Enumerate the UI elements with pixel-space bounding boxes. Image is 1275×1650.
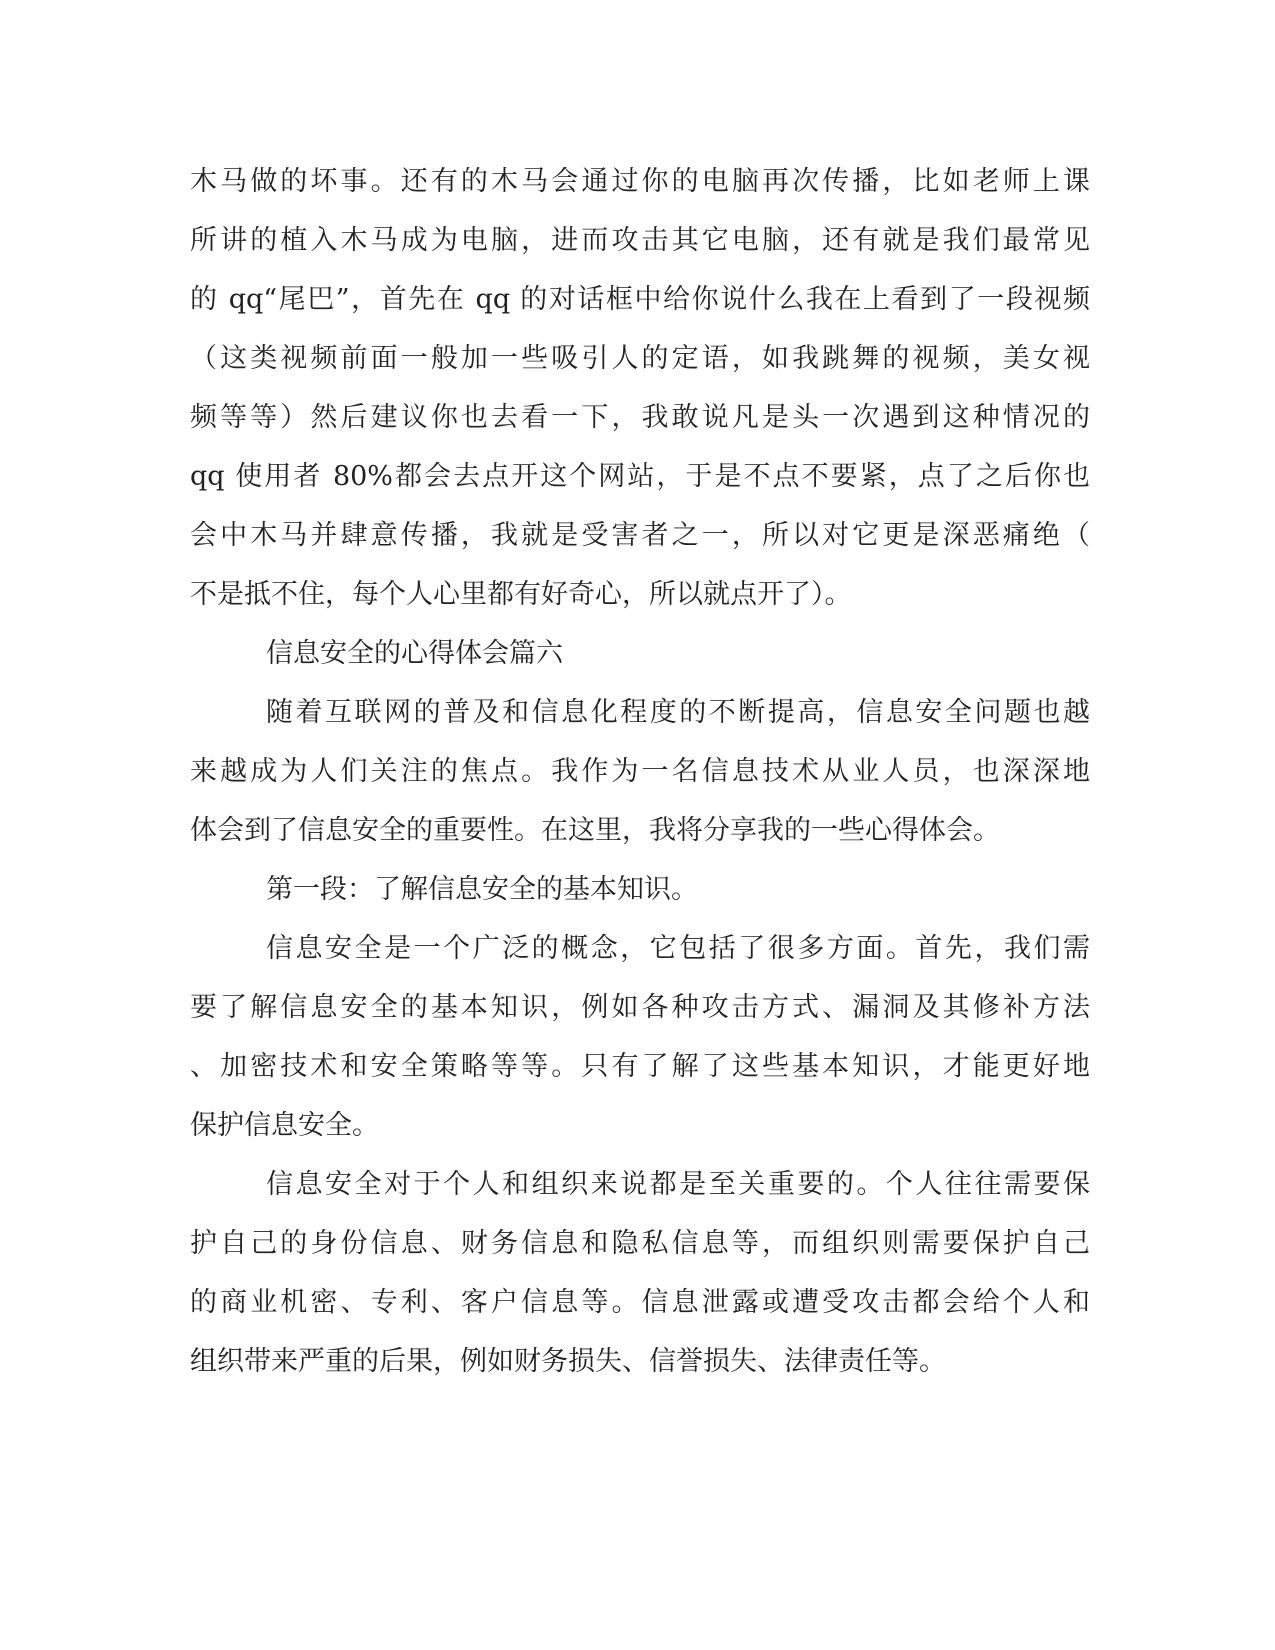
text-line: 的商业机密、专利、客户信息等。信息泄露或遭受攻击都会给个人和 [190, 1287, 1090, 1318]
text-line: 会中木马并肆意传播，我就是受害者之一，所以对它更是深恶痛绝（ [190, 520, 1090, 551]
text-line: 组织带来严重的后果，例如财务损失、信誉损失、法律责任等。 [190, 1346, 946, 1377]
text-line: 的 qq“尾巴”，首先在 qq 的对话框中给你说什么我在上看到了一段视频 [190, 284, 1090, 315]
text-line: 护自己的身份信息、财务信息和隐私信息等，而组织则需要保护自己 [190, 1228, 1090, 1259]
text-line: 所讲的植入木马成为电脑，进而攻击其它电脑，还有就是我们最常见 [190, 225, 1090, 256]
text-line: 、加密技术和安全策略等等。只有了解了这些基本知识，才能更好地 [190, 1051, 1090, 1082]
text-line: 不是抵不住，每个人心里都有好奇心，所以就点开了）。 [190, 579, 852, 610]
text-line: 保护信息安全。 [190, 1110, 379, 1141]
text-line: 频等等）然后建议你也去看一下，我敢说凡是头一次遇到这种情况的 [190, 402, 1090, 433]
text-line: 要了解信息安全的基本知识，例如各种攻击方式、漏洞及其修补方法 [190, 992, 1090, 1023]
text-line: 来越成为人们关注的焦点。我作为一名信息技术从业人员，也深深地 [190, 756, 1090, 787]
text-line: 体会到了信息安全的重要性。在这里，我将分享我的一些心得体会。 [190, 815, 1000, 846]
section-heading: 信息安全的心得体会篇六 [266, 638, 563, 669]
subheading: 第一段：了解信息安全的基本知识。 [266, 874, 698, 905]
text-line: 木马做的坏事。还有的木马会通过你的电脑再次传播，比如老师上课 [190, 166, 1090, 197]
text-line: 信息安全是一个广泛的概念，它包括了很多方面。首先，我们需 [266, 933, 1090, 964]
text-line: 信息安全对于个人和组织来说都是至关重要的。个人往往需要保 [266, 1169, 1090, 1200]
text-line: qq 使用者 80%都会去点开这个网站，于是不点不要紧，点了之后你也 [190, 461, 1090, 492]
text-line: （这类视频前面一般加一些吸引人的定语，如我跳舞的视频，美女视 [190, 343, 1090, 374]
text-line: 随着互联网的普及和信息化程度的不断提高，信息安全问题也越 [266, 697, 1090, 728]
